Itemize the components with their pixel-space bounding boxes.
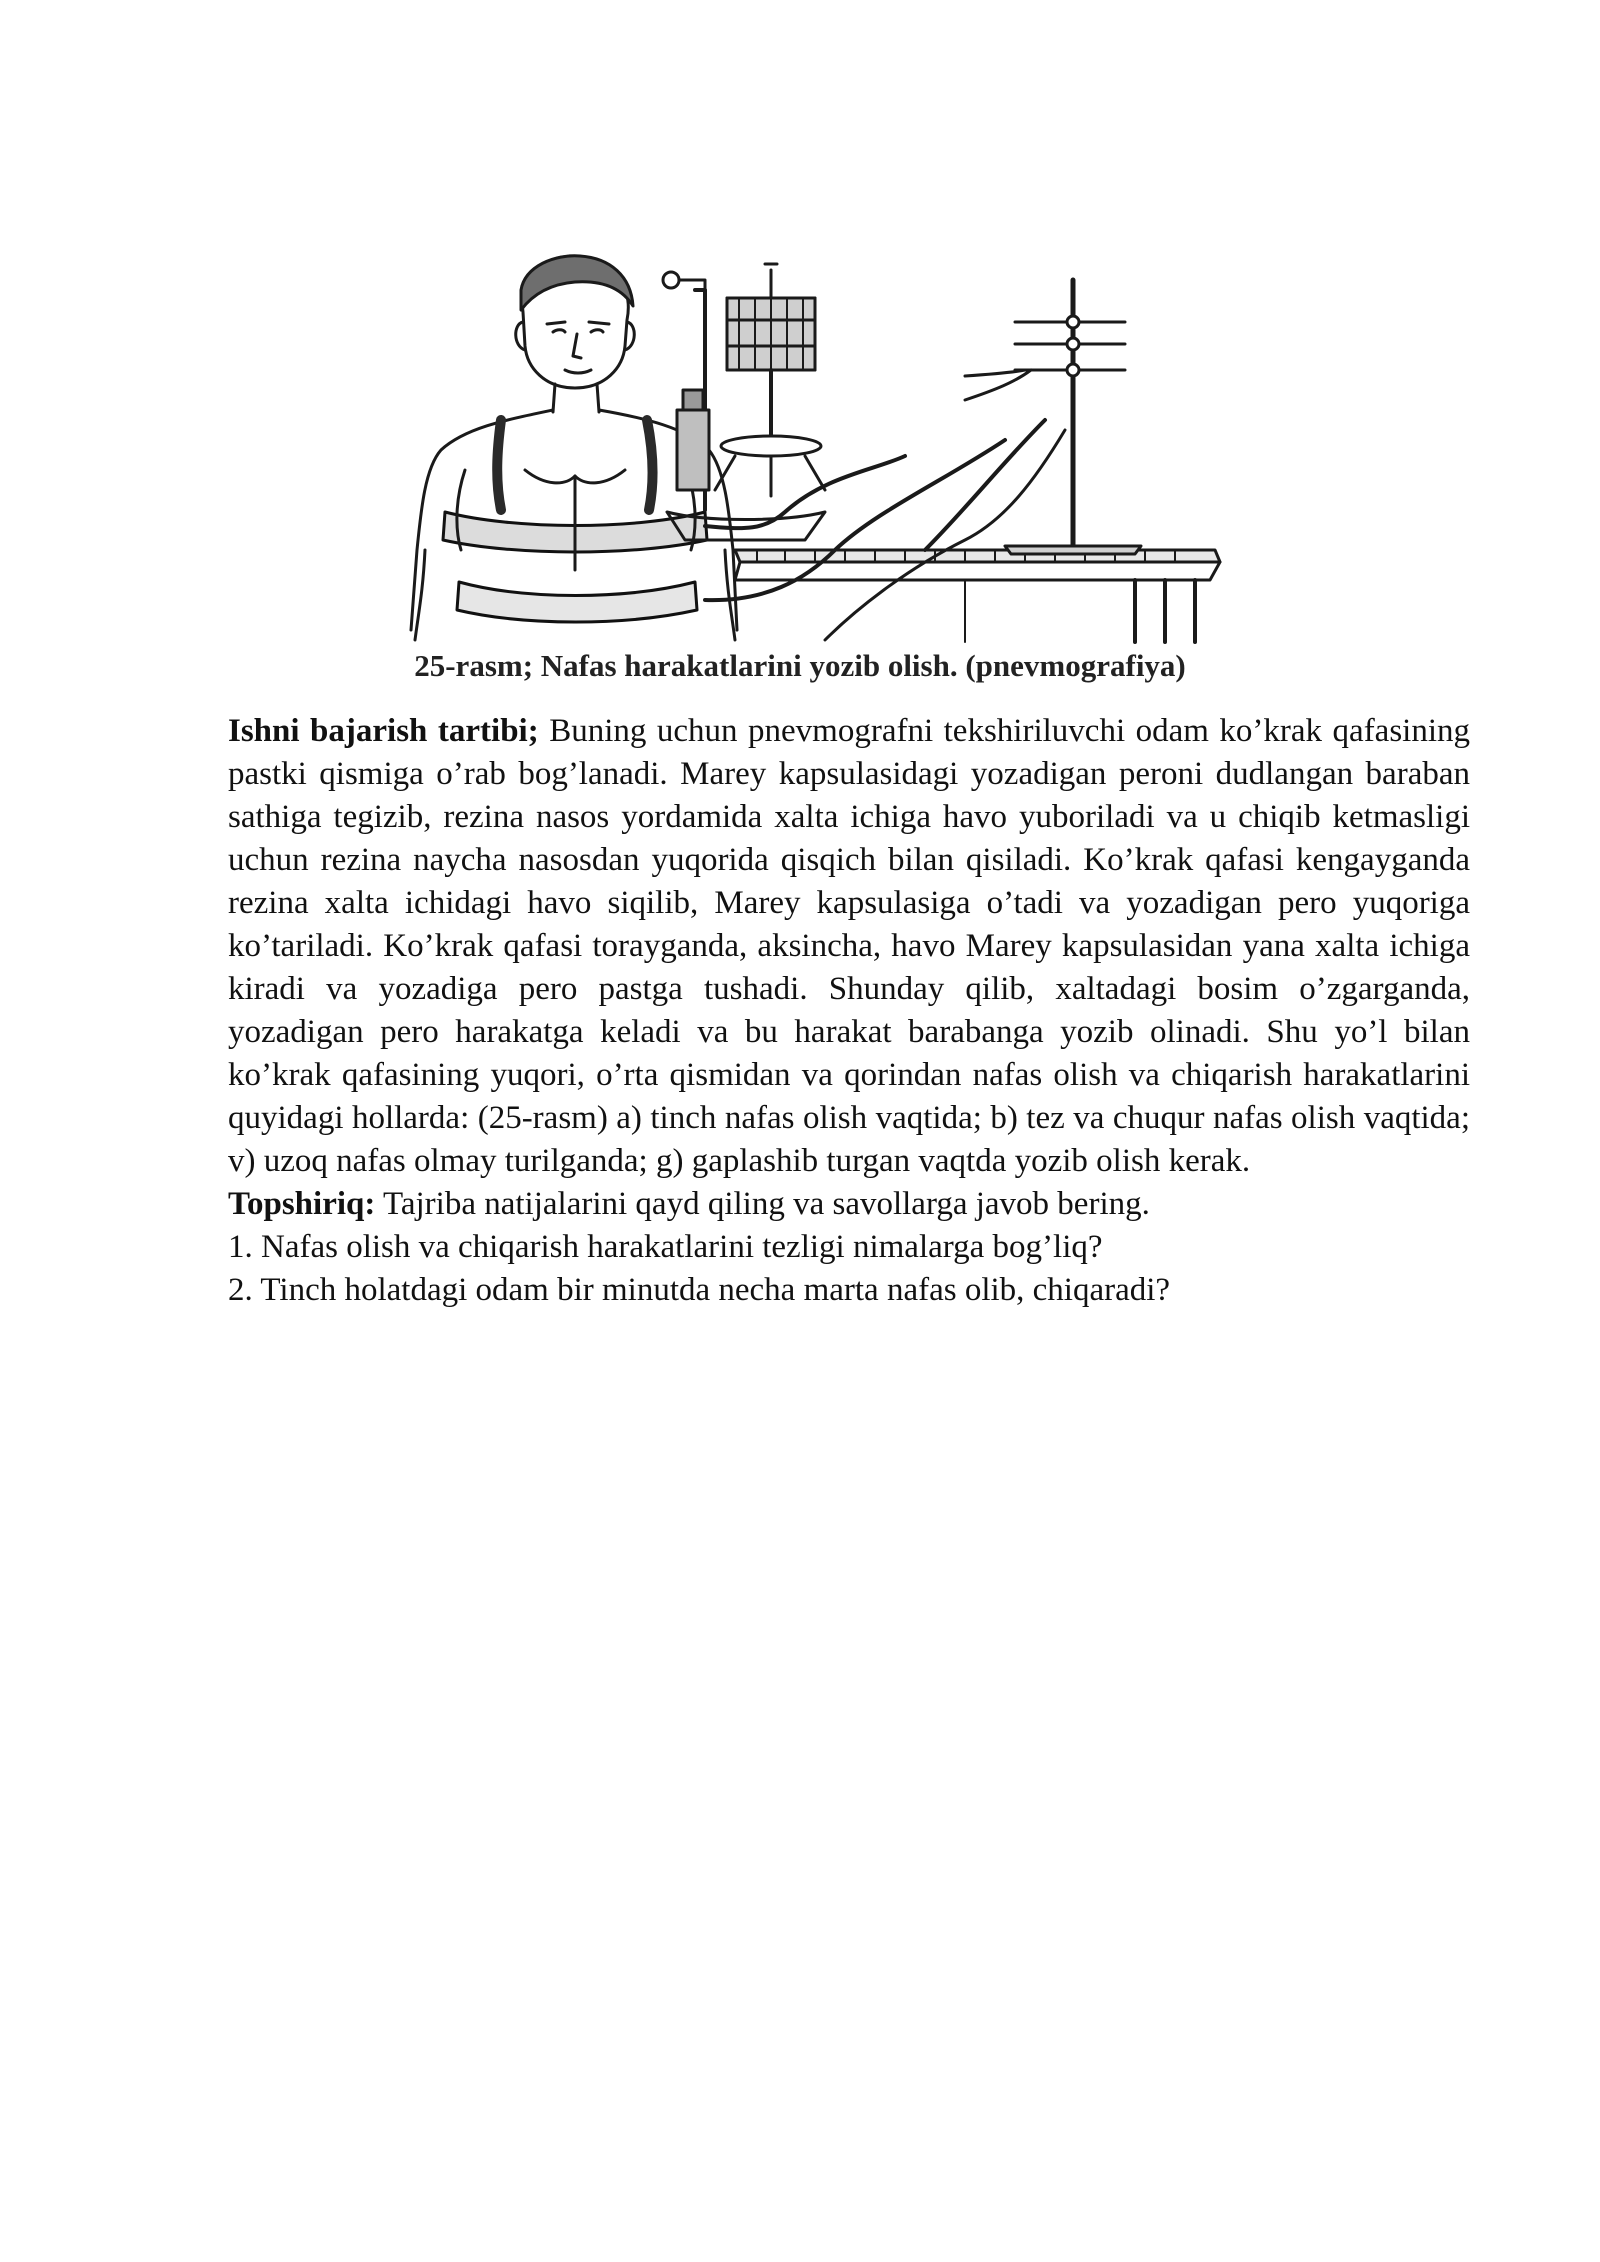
procedure-text: Buning uchun pnevmografni tekshiriluvchi odam ko’krak qafasining pastki qismiga o’rab bog’lanadi. Marey kapsulasidagi yozadigan peroni dudlangan baraban sathiga tegizib, rezina nasos yordamida xalta ichiga havo yuboriladi va u chiqib ketmasligi uchun rezina naycha nasosdan yuqorida qisqich bilan qisiladi. Ko’krak qafasi kengayganda rezina xalta ichidagi havo siqilib, Marey kapsulasiga o’tadi va yozadigan pero yuqoriga ko’tariladi. Ko’krak qafasi torayganda, aksincha, havo Marey kapsulasidan yana xalta ichiga kiradi va yozadiga pero pastga tushadi. Shunday qilib, xaltadagi bosim o’zgarganda, yozadigan pero harakatga keladi va bu harakat barabanga yozib olinadi. Shu yo’l bilan ko’krak qafasining yuqori, o’rta qismidan va qorindan nafas olish va chiqarish harakatlarini quyidagi hollarda: (25-rasm) a) tinch nafas olish vaqtida; b) tez va chuqur nafas olish vaqtida; v) uzoq nafas olmay turilganda; g) gaplashib turgan vaqtda yozib olish kerak. bbox=[228, 713, 1471, 1179]
procedure-paragraph bbox=[228, 710, 1470, 1183]
task-label: Topshiriq: bbox=[228, 1186, 376, 1222]
procedure-label: Ishni bajarish tartibi; bbox=[228, 713, 539, 749]
question-2: 2. Tinch holatdagi odam bir minutda necha marta nafas olib, chiqaradi? bbox=[228, 1272, 1171, 1308]
pneumograph-drawing bbox=[405, 250, 1265, 645]
figure-caption: 25-rasm; Nafas harakatlarini yozib olish. (pnevmografiya) bbox=[414, 648, 1186, 683]
task-text: Tajriba natijalarini qayd qiling va savollarga javob bering. bbox=[383, 1186, 1150, 1222]
task-paragraph bbox=[228, 1183, 1470, 1226]
question-1: 1. Nafas olish va chiqarish harakatlarini tezligi nimalarga bog’liq? bbox=[228, 1229, 1103, 1265]
pneumograph-illustration bbox=[405, 250, 1265, 645]
body-text bbox=[228, 710, 1470, 1312]
